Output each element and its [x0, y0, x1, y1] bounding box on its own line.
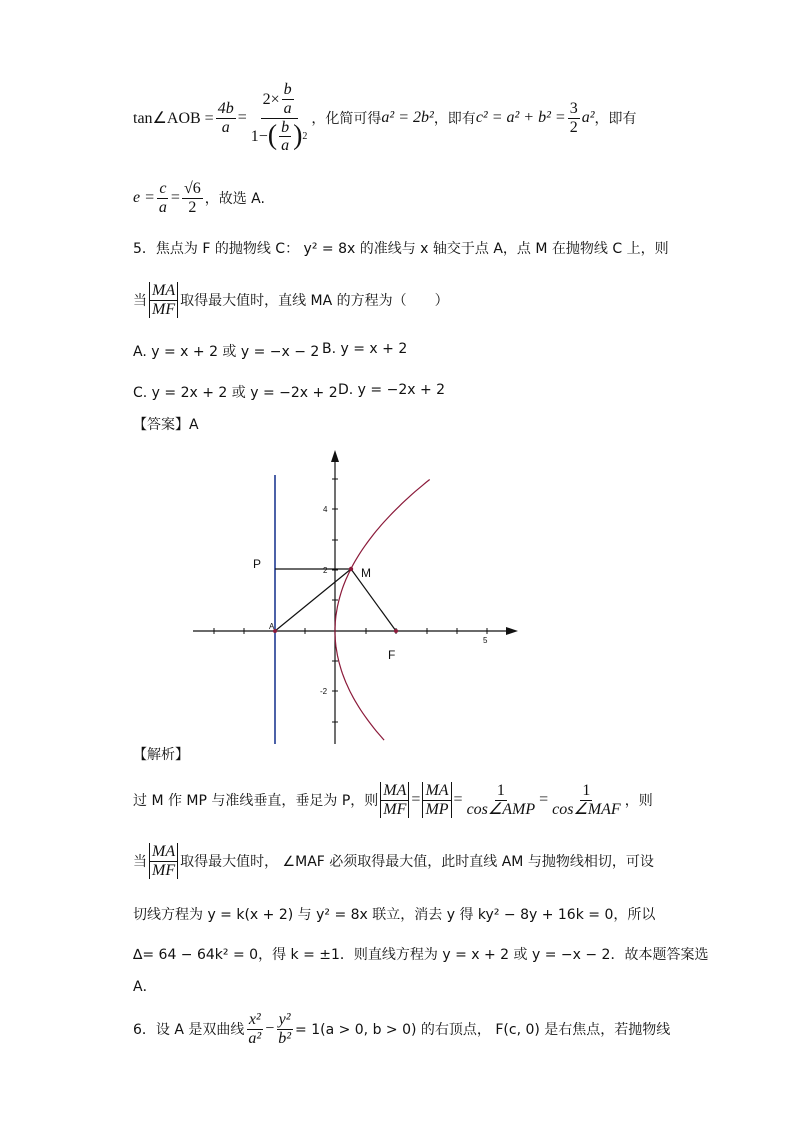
tick-label-4: 4 — [323, 505, 328, 514]
segment-mf — [351, 569, 396, 631]
answer-label: 【答案】A — [133, 417, 199, 433]
fraction-4b-a: $\frac{4b}{a}$ — [217, 99, 234, 136]
fraction-double-angle: 2× $\frac{b}{a}$ 1− ( $\frac{b}{a}$ ) 2 — [250, 81, 308, 155]
option-d: D. y = −2x + 2 — [338, 382, 446, 398]
y-axis-arrow — [331, 450, 339, 462]
point-m — [349, 567, 353, 571]
equation-tan-aob: tan∠AOB = $\frac{4b}{a}$ = 2× $\frac{b}{a}$ 1− ( $\frac{b}{a}$ ) 2 ，化简可得 a² = 2b² ，即有 c² = a² + b² = $\frac{3}{2}$ a² ，即有 — [133, 81, 637, 155]
tick-label-minus-2: -2 — [320, 687, 328, 696]
equation-eccentricity: e = $\frac{c}{a}$ = $\frac{√6}{2}$ ，故选 A. — [133, 179, 265, 216]
label-p: P — [253, 557, 262, 571]
parabola-graph — [0, 448, 794, 748]
analysis-line1: 过 M 作 MP 与准线垂直，垂足为 P，则 $\frac{MA}{MF}$ = $\frac{MA}{MP}$ = $\frac{1}{\text{cos∠AMP}}$ = $\frac{1}{\text{cos∠MAF}}$ ，则 — [133, 781, 653, 818]
axis-ticks — [214, 479, 487, 722]
analysis-line5: A． — [133, 979, 157, 995]
option-b: B. y = x + 2 — [322, 341, 408, 357]
analysis-line4: ∆= 64 − 64k² = 0，得 k = ±1．则直线方程为 y = x + 2 或 y = −x − 2．故本题答案选 — [133, 947, 709, 963]
option-a: A. y = x + 2 或 y = −x − 2 — [133, 344, 320, 360]
label-f: F — [388, 648, 396, 662]
option-c: C. y = 2x + 2 或 y = −2x + 2 — [133, 385, 338, 401]
analysis-line3: 切线方程为 y = k(x + 2) 与 y² = 8x 联立，消去 y 得 ky² − 8y + 16k = 0，所以 — [133, 907, 656, 923]
x-axis-arrow — [506, 627, 518, 635]
question-6-line1: 6．设 A 是双曲线 $\frac{\text{x²}}{\text{a²}}$ − $\frac{\text{y²}}{\text{b²}}$ = 1(a > 0, b > 0) 的右顶点， F(c, 0) 是右焦点，若抛物线 — [133, 1010, 671, 1047]
question-5-line1: 5．焦点为 F 的抛物线 C： y² = 8x 的准线与 x 轴交于点 A，点 M 在抛物线 C 上，则 — [133, 241, 669, 257]
label-a: A — [269, 622, 275, 631]
label-m: M — [361, 566, 371, 580]
tick-label-5: 5 — [483, 636, 488, 645]
tick-label-2: 2 — [323, 566, 328, 575]
analysis-title: 【解析】 — [133, 747, 189, 763]
parabola-curve — [335, 480, 430, 741]
tan-lhs: tan∠AOB = — [133, 110, 214, 127]
analysis-line2: 当 $\frac{MA}{MF}$ 取得最大值时， ∠MAF 必须取得最大值，此时直线 AM 与抛物线相切，可设 — [133, 842, 654, 879]
question-5-line2: 当 $\frac{MA}{MF}$ 取得最大值时，直线 MA 的方程为（ ） — [133, 281, 449, 318]
point-f — [394, 629, 398, 633]
